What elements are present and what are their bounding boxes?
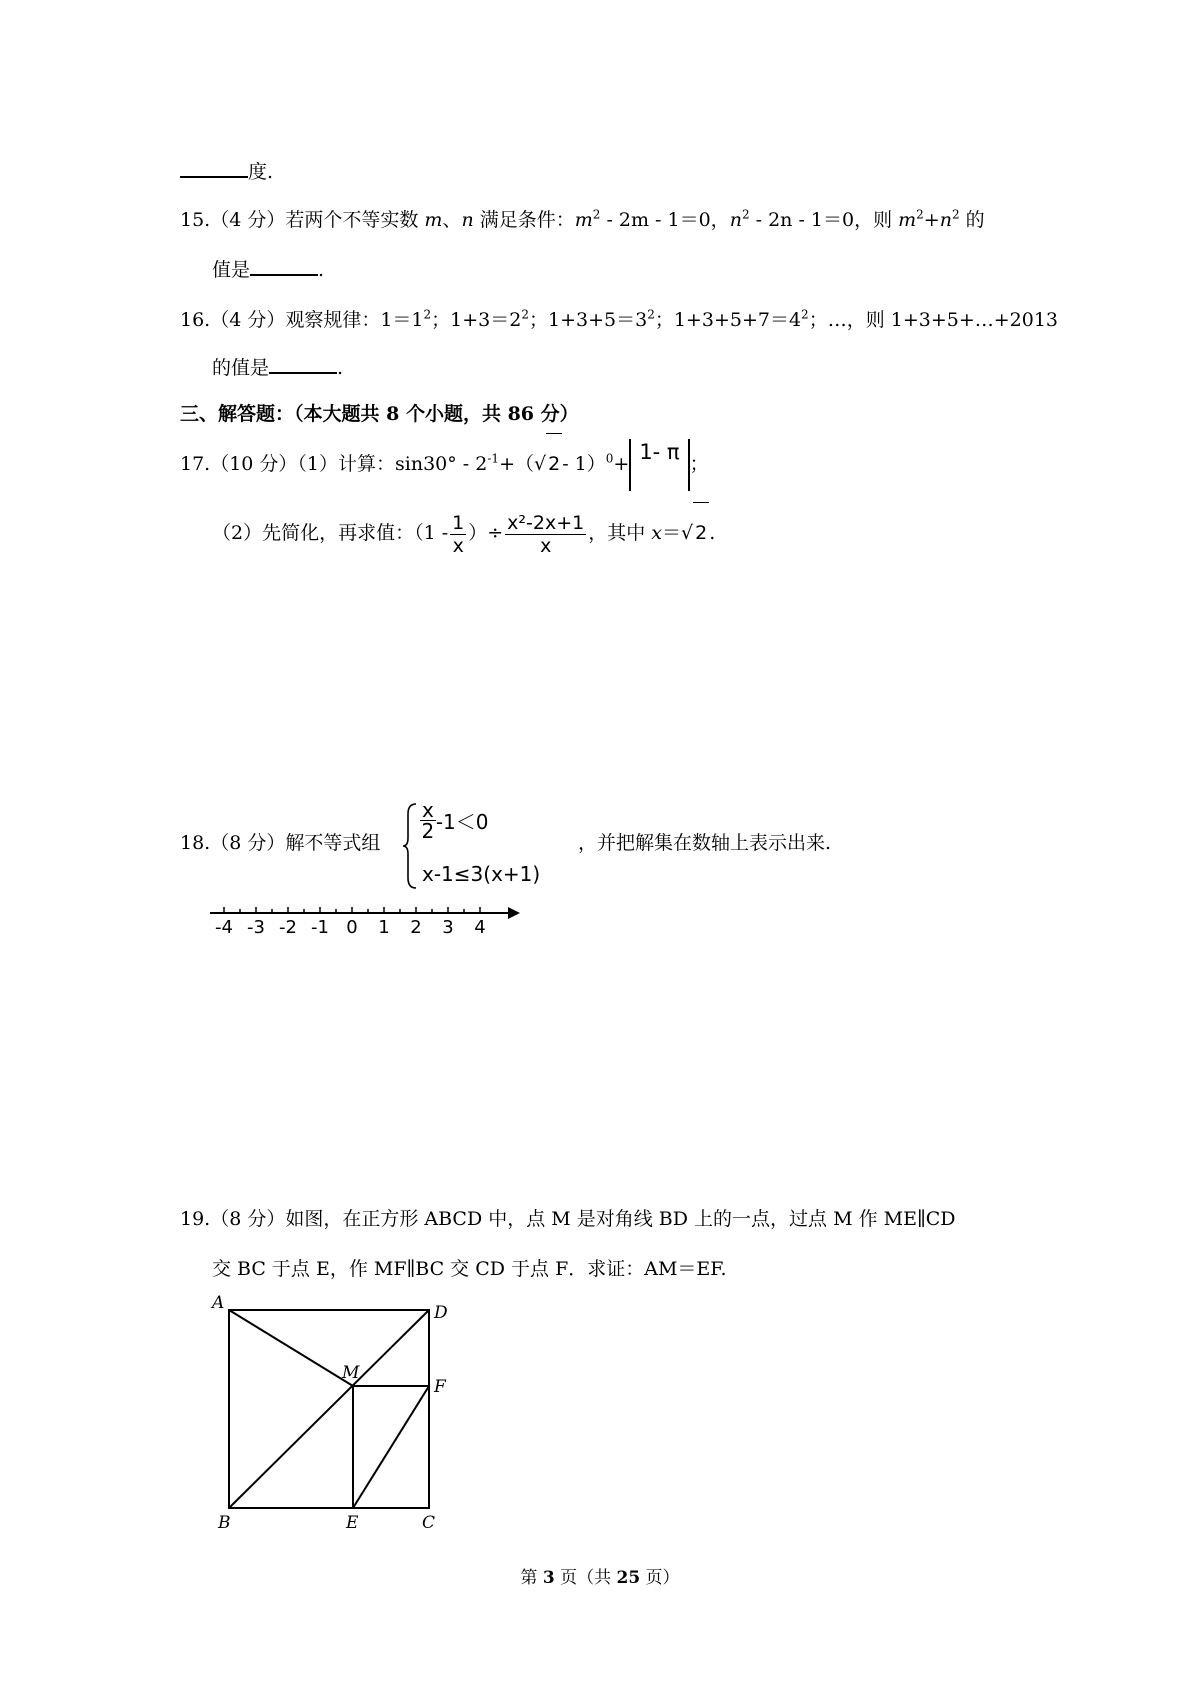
brace-icon xyxy=(402,800,418,892)
answer-blank xyxy=(250,256,318,276)
q19-line2: 交 BC 于点 E，作 MF∥BC 交 CD 于点 F．求证：AM＝EF. xyxy=(212,1258,727,1280)
q16-line2: 的值是 . xyxy=(212,353,343,380)
q17-part2: （2）先简化，再求值：（1 - $\frac{1}{x}$ ）÷ $\frac{\text{x²-2x+1}}{x}$ ，其中 x＝√ 2 . xyxy=(212,502,715,562)
q16-line1: 16.（4 分）观察规律：$1=1^2$；$1+3=2^2$；$1+3+5=3^2$；$1+3+5+7=4^2$；…，则 1+3+5+…+2013 xyxy=(180,307,1059,331)
answer-blank xyxy=(269,354,337,374)
axis-tick-label: -3 xyxy=(247,917,265,938)
section-heading: 三、解答题：（本大题共 8 个小题，共 86 分） xyxy=(180,403,579,425)
axis-tick-label: -2 xyxy=(279,917,297,938)
sqrt-symbol: √ 2 xyxy=(681,502,709,563)
fraction-1-over-x: $\frac{1}{x}$ xyxy=(452,511,465,557)
q17-part1: 17.（10 分）（1）计算：$\sin 30^\circ - 2^{-1}+(√$ 2 - 1）$^0$+ 1- π ； xyxy=(180,433,709,493)
q18-label: 18.（8 分）解不等式组 xyxy=(180,832,381,854)
label-F: F xyxy=(434,1377,446,1397)
absolute-value: 1- π xyxy=(629,439,689,491)
q15-line2: 值是 . xyxy=(212,255,324,282)
geometry-diagram xyxy=(208,1292,448,1532)
fraction-quadratic-over-x: $\frac{\text{x²-2x+1}}{x}$ xyxy=(507,511,585,557)
axis-tick-label: 4 xyxy=(474,917,486,938)
axis-tick-label: 0 xyxy=(346,917,358,938)
label-E: E xyxy=(346,1513,359,1532)
square-figure xyxy=(208,1292,448,1532)
axis-tick-label: -4 xyxy=(215,917,233,938)
fraction-x-over-2: $\frac{x}{2}$ xyxy=(421,798,435,843)
number-line xyxy=(208,895,520,945)
inequality-2: x-1≤3(x+1) xyxy=(422,862,541,886)
q15-line1: 15.（4 分）若两个不等实数 m、n 满足条件：$m^2 - 2m - 1=0$，$n^2 - 2n - 1=0$，则 $m^2+n^2$ 的 xyxy=(180,207,985,231)
axis-tick-label: 1 xyxy=(378,917,390,938)
page-footer: 第 3 页（共 25 页） xyxy=(520,1568,680,1588)
label-M: M xyxy=(342,1363,360,1383)
q19-line1: 19.（8 分）如图，在正方形 ABCD 中，点 M 是对角线 BD 上的一点，过点 M 作 ME∥CD xyxy=(180,1208,956,1230)
axis-tick-labels xyxy=(208,917,520,941)
label-D: D xyxy=(434,1303,448,1323)
q14-tail: 度. xyxy=(180,157,273,184)
q18-tail: ，并把解集在数轴上表示出来. xyxy=(578,832,832,854)
axis-tick-label: 2 xyxy=(410,917,422,938)
inequality-system: $\frac{x}{2}$ -1＜0 x-1≤3(x+1) xyxy=(402,800,562,892)
sqrt-symbol: √ 2 xyxy=(534,433,562,494)
axis-tick-label: 3 xyxy=(442,917,454,938)
label-A: A xyxy=(212,1293,225,1313)
label-C: C xyxy=(422,1513,436,1532)
answer-blank xyxy=(180,158,248,178)
axis-tick-label: -1 xyxy=(311,917,329,938)
label-B: B xyxy=(218,1513,231,1532)
